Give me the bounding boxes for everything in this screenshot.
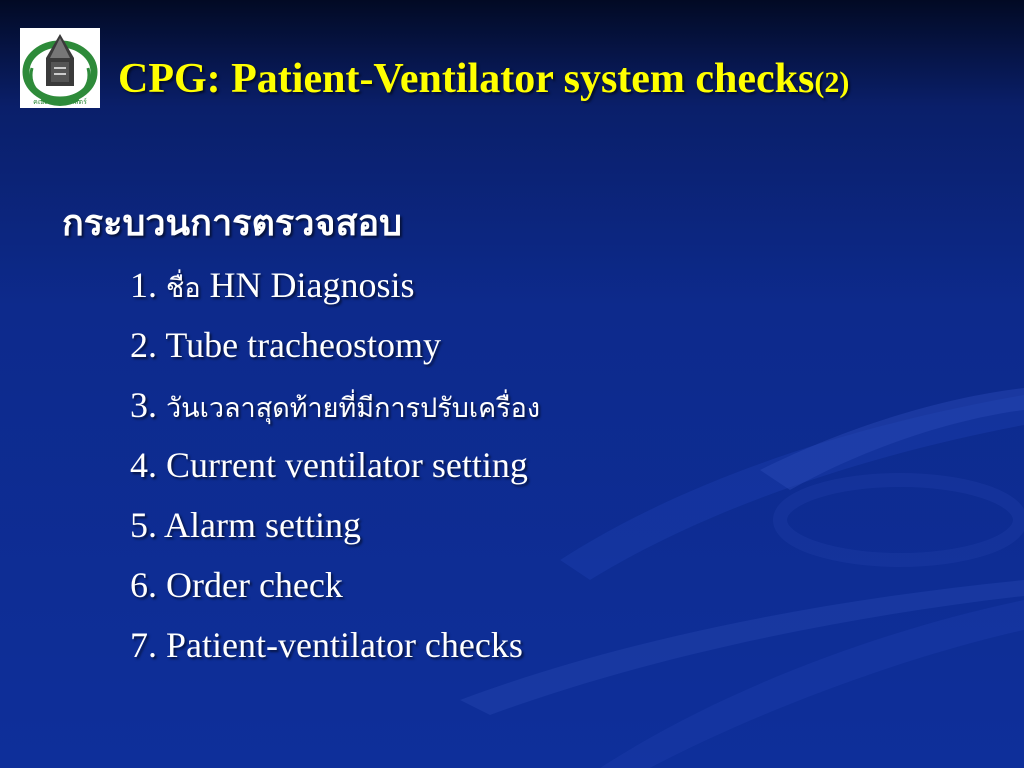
item-number: 6.: [130, 565, 157, 605]
slide-title-suffix: (2): [814, 66, 850, 99]
list-item: [130, 622, 540, 682]
list-item: [130, 442, 540, 502]
list-item: [130, 382, 540, 442]
item-number: 4.: [130, 445, 157, 485]
item-text: Patient-ventilator checks: [166, 625, 523, 665]
item-number: 2.: [130, 325, 157, 365]
section-heading: กระบวนการตรวจสอบ: [62, 203, 402, 244]
item-text: Order check: [166, 565, 343, 605]
item-number: 5.: [130, 505, 157, 545]
list-item: [130, 262, 540, 322]
university-logo: [20, 28, 100, 108]
item-number: 3.: [130, 385, 157, 425]
checklist: [130, 262, 540, 682]
slide-title-main: CPG: Patient-Ventilator system checks: [118, 56, 815, 102]
item-text: HN Diagnosis: [209, 265, 415, 305]
item-text: Tube tracheostomy: [165, 325, 442, 365]
item-text-thai: วันเวลาสุดท้ายที่มีการปรับเครื่อง: [166, 393, 541, 424]
item-number: 7.: [130, 625, 157, 665]
slide-title: [118, 58, 1018, 100]
item-number: 1.: [130, 265, 157, 305]
list-item: [130, 502, 540, 562]
svg-text:คณะแพทยศาสตร์: คณะแพทยศาสตร์: [33, 98, 87, 106]
list-item: [130, 322, 540, 382]
item-text-thai: ชื่อ: [166, 273, 201, 304]
item-text: Alarm setting: [164, 505, 361, 545]
list-item: [130, 562, 540, 622]
university-emblem-icon: [20, 28, 100, 108]
item-text: Current ventilator setting: [166, 445, 528, 485]
